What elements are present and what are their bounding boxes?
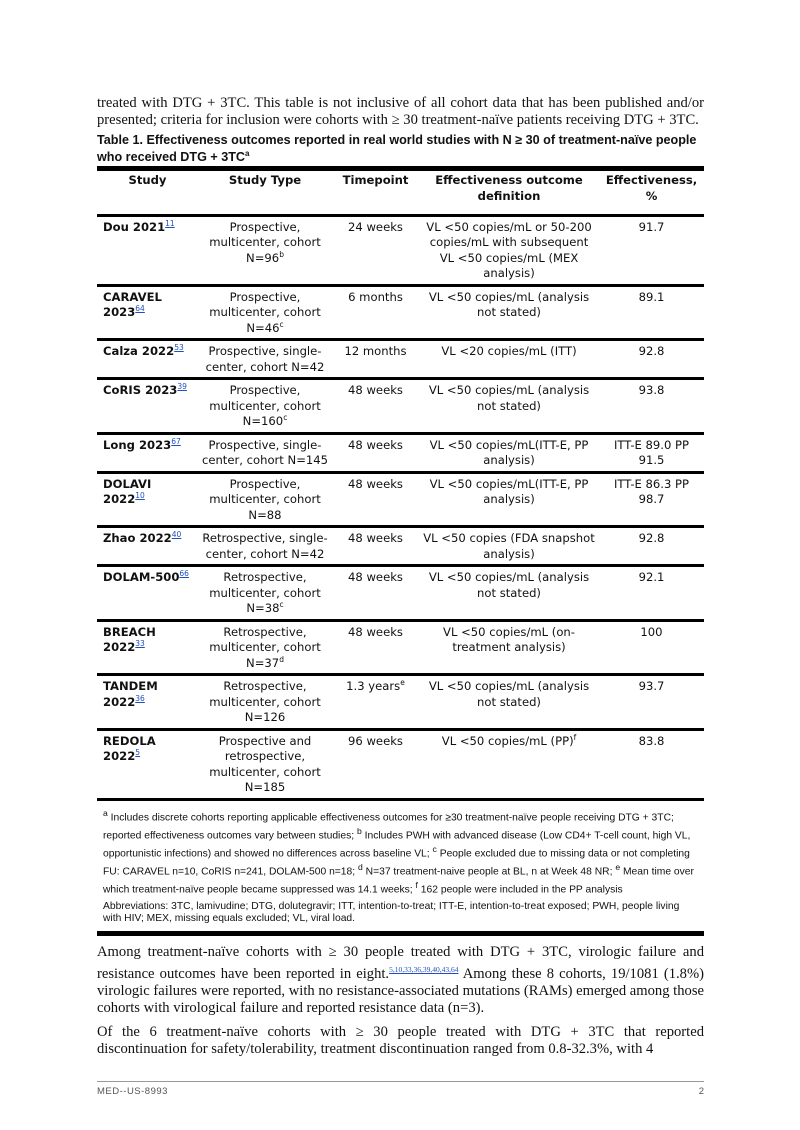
- cell-timepoint-text: 48 weeks: [348, 383, 403, 398]
- cell-outcome-definition: [419, 433, 599, 472]
- abbreviations-text: Abbreviations: 3TC, lamivudine; DTG, dolutegravir; ITT, intention-to-treat; ITT-E, intention-to-treat exposed; PWH, people living with HIV; MEX, missing equals excluded; VL, viral load.: [103, 900, 680, 925]
- cell-effectiveness: [599, 620, 704, 675]
- cell-effectiveness: [599, 729, 704, 799]
- cell-study-type: [198, 620, 332, 675]
- cell-study: [97, 433, 198, 472]
- table-row: [97, 433, 704, 472]
- cell-effectiveness-text: 92.8: [638, 531, 665, 546]
- cell-effectiveness: [599, 379, 704, 434]
- cell-study-type: [198, 729, 332, 799]
- reference-link[interactable]: 53: [174, 343, 184, 353]
- cell-outcome-definition-text: VL <50 copies/mL(ITT-E, PP analysis): [429, 476, 589, 507]
- cell-timepoint: [332, 285, 419, 340]
- cell-timepoint-text: 48 weeks: [348, 476, 403, 491]
- cell-study-type-text: Prospective, multicenter, cohort N=46: [209, 289, 321, 335]
- cell-study-type-text: Prospective, single-center, cohort N=145: [201, 437, 329, 468]
- cell-study-type-text: Retrospective, multicenter, cohort N=37: [209, 624, 321, 670]
- footer-divider: [97, 1081, 704, 1082]
- cell-timepoint-text: 48 weeks: [348, 437, 403, 452]
- cell-outcome-definition-text: VL <50 copies/mL (analysis not stated): [428, 570, 590, 600]
- cell-outcome-definition: [419, 285, 599, 340]
- cell-effectiveness-text: 92.8: [638, 344, 665, 359]
- cell-study: [97, 675, 198, 730]
- footnotes-text: $^a$ Includes discrete cohorts reporting applicable effectiveness outcomes for ≥30 treatment-naïve people receiving DTG + 3TC; reported effectiveness outcomes vary between studies; $^b$ Includes PWH with advanced disease (Low CD4+ T-cell count, high VL, opportunistic infections) and showed no differences across baseline VL; $^c$ People excluded due to missing data or not completing FU: CARAVEL n=10, CoRIS n=241, DOLAM-500 n=18; $^d$ N=37 treatment-naive people at BL, n at Week 48 NR; $^e$ Mean time over which treatment-naïve people became suppressed was 14.1 weeks; $^f$ 162 people were included in the PP analysis: [103, 807, 694, 896]
- cell-study-text: Zhao 2022: [103, 531, 172, 546]
- cell-study-type: [198, 566, 332, 621]
- cell-study-text: TANDEM 2022: [103, 679, 158, 709]
- cell-study: [97, 472, 198, 527]
- cell-study-text: CoRIS 2023: [103, 383, 178, 398]
- header-study: Study: [128, 173, 167, 188]
- cell-effectiveness-text: 93.7: [638, 679, 665, 694]
- cell-study-text: BREACH 2022: [103, 624, 156, 655]
- cell-effectiveness: [599, 285, 704, 340]
- table-body: [97, 215, 704, 799]
- cell-study-text: Long 2023: [103, 437, 172, 452]
- cell-timepoint-sup: e: [400, 678, 405, 688]
- cell-study: [97, 215, 198, 285]
- cell-study-type-text: Prospective, single-center, cohort N=42: [205, 344, 325, 374]
- cell-outcome-definition-text: VL <50 copies/mL (on-treatment analysis): [443, 624, 575, 655]
- table-title: [97, 134, 704, 164]
- table-row: [97, 285, 704, 340]
- para1-text: Among treatment-naïve cohorts with ≥ 30 people treated with DTG + 3TC, virologic failure and resistance outcomes have been reported in eight.: [97, 943, 704, 982]
- cell-timepoint: [332, 527, 419, 566]
- table-header-row: [97, 171, 704, 215]
- table-row: [97, 527, 704, 566]
- cell-study-type: [198, 472, 332, 527]
- cell-timepoint-text: 1.3 years: [346, 679, 401, 694]
- reference-link[interactable]: 66: [179, 569, 189, 579]
- cell-study: [97, 527, 198, 566]
- cell-study-text: REDOLA 2022: [103, 733, 156, 764]
- cell-study-type-text: Prospective, multicenter, cohort N=160: [209, 383, 321, 429]
- cell-study-text: DOLAM-500: [103, 570, 180, 585]
- cell-effectiveness: [599, 472, 704, 527]
- cell-timepoint: [332, 620, 419, 675]
- cell-timepoint-text: 48 weeks: [348, 624, 403, 639]
- cell-outcome-definition: [419, 675, 599, 730]
- cell-study-text: Dou 2021: [103, 219, 166, 234]
- cell-outcome-definition-text: VL <50 copies/mL or 50-200 copies/mL with subsequent VL <50 copies/mL (MEX analysis): [426, 219, 592, 281]
- cell-study: [97, 379, 198, 434]
- cell-timepoint-text: 48 weeks: [348, 570, 403, 585]
- cell-timepoint: [332, 566, 419, 621]
- cell-effectiveness-text: 93.8: [638, 383, 665, 398]
- cell-timepoint-text: 48 weeks: [348, 531, 403, 546]
- reference-link[interactable]: 64: [135, 304, 145, 314]
- table-title-sup: a: [245, 149, 250, 158]
- cell-study-type-text: Prospective and retrospective, multicenter, cohort N=185: [209, 733, 321, 795]
- cell-timepoint: [332, 472, 419, 527]
- cell-study-type-sup: b: [279, 249, 284, 259]
- discontinuation-paragraph: Of the 6 treatment-naïve cohorts with ≥ 30 people treated with DTG + 3TC that reported discontinuation for safety/tolerability, treatment discontinuation ranged from 0.8-32.3%, with 4: [97, 1023, 704, 1057]
- effectiveness-table: [97, 171, 704, 801]
- cell-outcome-definition: [419, 566, 599, 621]
- cell-timepoint-text: 96 weeks: [348, 733, 403, 748]
- cell-timepoint: [332, 675, 419, 730]
- header-effectiveness: Effectiveness, %: [605, 173, 698, 203]
- reference-link[interactable]: 10: [135, 491, 145, 501]
- intro-paragraph: treated with DTG + 3TC. This table is not inclusive of all cohort data that has been published and/or presented; criteria for inclusion were cohorts with ≥ 30 treatment-naïve patients receiving DTG + 3TC.: [97, 95, 704, 128]
- cell-study: [97, 566, 198, 621]
- cell-outcome-definition-text: VL <50 copies/mL (analysis not stated): [428, 383, 590, 413]
- cell-outcome-definition: [419, 527, 599, 566]
- cell-timepoint: [332, 729, 419, 799]
- cell-timepoint-text: 12 months: [344, 344, 407, 359]
- cell-outcome-definition: [419, 215, 599, 285]
- table-row: [97, 620, 704, 675]
- cell-study-type: [198, 527, 332, 566]
- cell-outcome-definition: [419, 379, 599, 434]
- cell-study: [97, 340, 198, 379]
- effectiveness-table-container: [97, 166, 704, 936]
- reference-link[interactable]: 33: [135, 639, 145, 649]
- cell-effectiveness-text: 83.8: [638, 733, 665, 748]
- reference-link[interactable]: 67: [171, 436, 181, 446]
- cell-effectiveness-text: ITT-E 86.3 PP 98.7: [614, 476, 689, 507]
- reference-link[interactable]: 5: [135, 748, 141, 758]
- cell-outcome-definition-text: VL <50 copies (FDA snapshot analysis): [423, 531, 595, 561]
- cell-effectiveness: [599, 527, 704, 566]
- cell-study-text: CARAVEL 2023: [103, 289, 162, 320]
- cell-study-type-text: Retrospective, multicenter, cohort N=126: [209, 679, 321, 725]
- cell-effectiveness: [599, 433, 704, 472]
- cell-effectiveness: [599, 675, 704, 730]
- cell-outcome-definition-text: VL <50 copies/mL (PP): [441, 733, 574, 748]
- footer-doc-id: MED--US-8993: [97, 1086, 168, 1097]
- cell-study-type: [198, 340, 332, 379]
- cell-study-type-text: Retrospective, single-center, cohort N=42: [202, 531, 328, 561]
- document-page: [97, 95, 704, 1058]
- header-timepoint: Timepoint: [342, 173, 409, 188]
- cell-study-type-text: Retrospective, multicenter, cohort N=38: [209, 570, 321, 616]
- table-row: [97, 566, 704, 621]
- reference-link[interactable]: 11: [165, 218, 175, 228]
- cell-study: [97, 285, 198, 340]
- cell-timepoint: [332, 379, 419, 434]
- cell-outcome-definition: [419, 340, 599, 379]
- cell-effectiveness: [599, 340, 704, 379]
- cell-timepoint: [332, 433, 419, 472]
- cell-study-type: [198, 215, 332, 285]
- table-row: [97, 675, 704, 730]
- cell-effectiveness-text: 92.1: [638, 570, 665, 585]
- table-row: [97, 379, 704, 434]
- reference-link[interactable]: 36: [135, 693, 145, 703]
- cell-outcome-definition: [419, 729, 599, 799]
- cell-study-type: [198, 379, 332, 434]
- cell-study-type-text: Prospective, multicenter, cohort N=88: [209, 476, 321, 522]
- cell-study-type: [198, 433, 332, 472]
- table-row: [97, 729, 704, 799]
- cell-effectiveness-text: ITT-E 89.0 PP 91.5: [614, 437, 689, 468]
- para1-references[interactable]: 5,10,33,36,39,40,43,64: [389, 964, 459, 974]
- cell-outcome-definition-text: VL <50 copies/mL(ITT-E, PP analysis): [429, 437, 589, 468]
- cell-effectiveness-text: 91.7: [638, 219, 665, 234]
- footer-page-number: 2: [698, 1086, 704, 1097]
- cell-outcome-definition-text: VL <20 copies/mL (ITT): [441, 344, 577, 359]
- header-study-type: Study Type: [228, 173, 302, 188]
- cell-timepoint-text: 6 months: [348, 289, 403, 304]
- cell-effectiveness: [599, 215, 704, 285]
- table-row: [97, 340, 704, 379]
- cell-timepoint: [332, 340, 419, 379]
- cell-study-text: Calza 2022: [103, 344, 175, 359]
- cell-study-type-sup: c: [279, 600, 284, 610]
- cell-outcome-definition: [419, 472, 599, 527]
- cell-effectiveness-text: 100: [640, 624, 663, 639]
- body-text: [97, 944, 704, 1058]
- cell-timepoint-text: 24 weeks: [348, 219, 403, 234]
- cell-study-type: [198, 675, 332, 730]
- cell-study-type-sup: c: [279, 319, 284, 329]
- table-row: [97, 472, 704, 527]
- cell-outcome-definition: [419, 620, 599, 675]
- cell-outcome-definition-text: VL <50 copies/mL (analysis not stated): [428, 289, 590, 320]
- cell-timepoint: [332, 215, 419, 285]
- cell-effectiveness-text: 89.1: [638, 289, 665, 304]
- header-outcome-definition: Effectiveness outcome definition: [435, 173, 583, 203]
- table-footnotes: [97, 801, 704, 936]
- table-row: [97, 215, 704, 285]
- cell-study-type-sup: d: [279, 654, 284, 664]
- cell-study-type: [198, 285, 332, 340]
- cell-study-type-sup: c: [283, 413, 288, 423]
- reference-link[interactable]: 39: [177, 382, 187, 392]
- cell-study: [97, 620, 198, 675]
- virologic-failure-paragraph: [97, 944, 704, 1017]
- cell-outcome-definition-text: VL <50 copies/mL (analysis not stated): [428, 679, 590, 709]
- table-title-text: Table 1. Effectiveness outcomes reported in real world studies with N ≥ 30 of treatment-naïve people who received DTG + 3TC: [97, 133, 697, 165]
- cell-effectiveness: [599, 566, 704, 621]
- cell-study-text: DOLAVI 2022: [103, 476, 152, 507]
- cell-study: [97, 729, 198, 799]
- reference-link[interactable]: 40: [171, 530, 182, 540]
- para1-text-continued: Among these 8 cohorts, 19/1081 (1.8%) virologic failures were reported, with no resistance-associated mutations (RAMs) emerged among those cohorts with virological failure and reported resistance data (n=3).: [97, 965, 704, 1016]
- cell-outcome-definition-sup: f: [573, 732, 577, 742]
- cell-study-type-text: Prospective, multicenter, cohort N=96: [209, 219, 321, 265]
